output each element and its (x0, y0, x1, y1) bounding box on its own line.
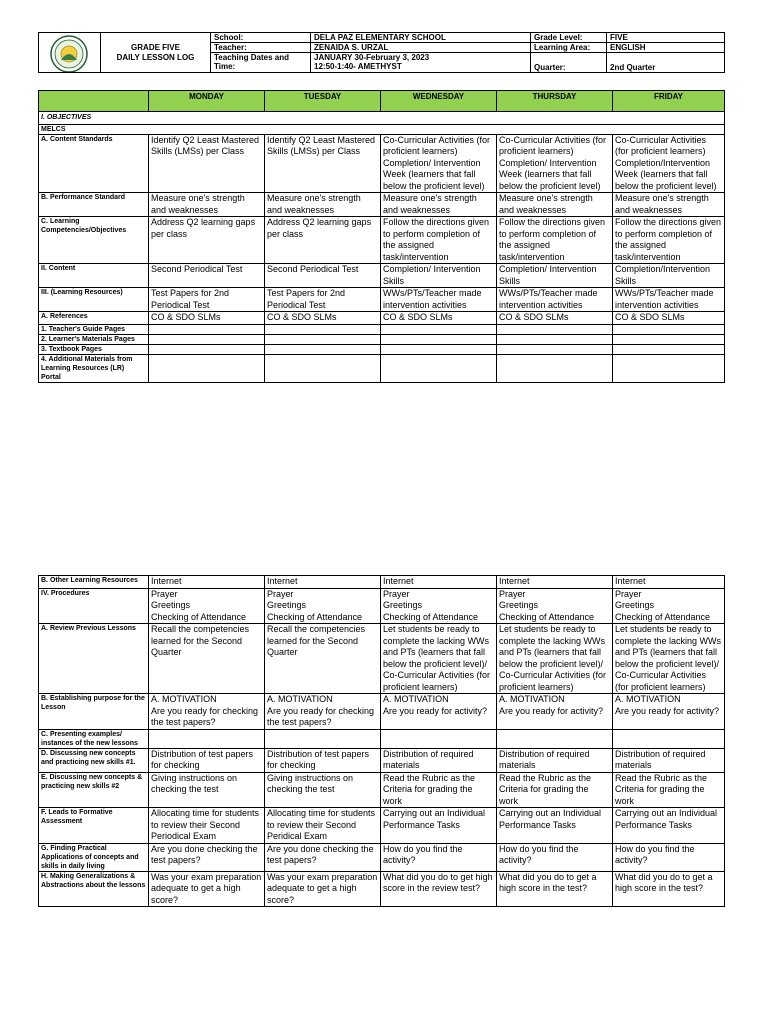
school-seal-cell (39, 33, 101, 73)
cell-content: CO & SDO SLMs (149, 312, 265, 325)
row-label: F. Leads to Formative Assessment (39, 808, 149, 844)
cell-content: WWs/PTs/Teacher made intervention activities (497, 288, 613, 312)
row-label: B. Other Learning Resources (39, 576, 149, 589)
cell-content: Let students be ready to complete the lacking WWs and PTs (learners that fall below the proficient level)/ Co-Curricular Activities (for proficient learners) (613, 624, 725, 694)
table-row (39, 588, 725, 624)
cell-content: Address Q2 learning gaps per class (149, 217, 265, 264)
day-header: THURSDAY (497, 91, 613, 112)
cell-content (149, 334, 265, 344)
cell-content: CO & SDO SLMs (265, 312, 381, 325)
cell-content: Prayer Greetings Checking of Attendance (497, 588, 613, 624)
time-value: 12:50-1:40- AMETHYST (314, 62, 402, 71)
cell-content: Recall the competencies learned for the Second Quarter (265, 624, 381, 694)
table-row (39, 772, 725, 808)
cell-content: Was your exam preparation adequate to get a high score? (265, 871, 381, 907)
cell-content (381, 334, 497, 344)
cell-content: Test Papers for 2nd Periodical Test (265, 288, 381, 312)
cell-content (497, 324, 613, 334)
dates-value-cell (311, 53, 531, 73)
row-label: MELCS (39, 124, 725, 134)
school-label: School: (211, 33, 311, 43)
cell-content: Measure one's strength and weaknesses (497, 193, 613, 217)
table-row (39, 334, 725, 344)
table-row (39, 871, 725, 907)
cell-content: Prayer Greetings Checking of Attendance (149, 588, 265, 624)
cell-content: Test Papers for 2nd Periodical Test (149, 288, 265, 312)
row-label: E. Discussing new concepts & practicing new skills #2 (39, 772, 149, 808)
cell-content: Are you done checking the test papers? (265, 843, 381, 871)
grade-label: Grade Level: (531, 33, 607, 43)
row-label: B. Performance Standard (39, 193, 149, 217)
cell-content: Follow the directions given to perform completion of the assigned task/intervention (381, 217, 497, 264)
day-header-blank (39, 91, 149, 112)
cell-content: Distribution of required materials (497, 748, 613, 772)
cell-content: Internet (497, 576, 613, 589)
table-row (39, 193, 725, 217)
day-header: MONDAY (149, 91, 265, 112)
title-cell (101, 33, 211, 73)
table-row (39, 288, 725, 312)
cell-content: Read the Rubric as the Criteria for grading the work (497, 772, 613, 808)
cell-content: Prayer Greetings Checking of Attendance (381, 588, 497, 624)
cell-content (265, 324, 381, 334)
table-row (39, 134, 725, 193)
cell-content: How do you find the activity? (497, 843, 613, 871)
cell-content (613, 729, 725, 748)
cell-content: Are you done checking the test papers? (149, 843, 265, 871)
teacher-label: Teacher: (211, 43, 311, 53)
table-row (39, 576, 725, 589)
row-label: A. Content Standards (39, 134, 149, 193)
table-row (39, 217, 725, 264)
cell-content: Let students be ready to complete the lacking WWs and PTs (learners that fall below the proficient level)/ Co-Curricular Activities (for proficient learners) (497, 624, 613, 694)
cell-content (497, 729, 613, 748)
cell-content (265, 354, 381, 382)
cell-content: Distribution of required materials (613, 748, 725, 772)
cell-content: Identify Q2 Least Mastered Skills (LMSs) per Class (265, 134, 381, 193)
dates-label: Teaching Dates and Time: (211, 53, 311, 73)
cell-content: Carrying out an Individual Performance Tasks (381, 808, 497, 844)
cell-content (149, 354, 265, 382)
table-row (39, 624, 725, 694)
row-label: G. Finding Practical Applications of concepts and skills in daily living (39, 843, 149, 871)
school-seal-icon (46, 34, 92, 73)
cell-content: Measure one's strength and weaknesses (381, 193, 497, 217)
cell-content (149, 344, 265, 354)
cell-content: Allocating time for students to review their Second Peridical Exam (265, 808, 381, 844)
table-row (39, 843, 725, 871)
cell-content (149, 324, 265, 334)
row-label: H. Making Generalizations & Abstractions about the lessons (39, 871, 149, 907)
cell-content: Let students be ready to complete the lacking WWs and PTs (learners that fall below the proficient level)/ Co-Curricular Activities (for proficient learners) (381, 624, 497, 694)
cell-content: Follow the directions given to perform completion of the assigned task/intervention (613, 217, 725, 264)
cell-content: Measure one's strength and weaknesses (613, 193, 725, 217)
cell-content: Completion/ Intervention Skills (381, 264, 497, 288)
row-label: B. Establishing purpose for the Lesson (39, 694, 149, 730)
cell-content: Prayer Greetings Checking of Attendance (265, 588, 381, 624)
day-header: FRIDAY (613, 91, 725, 112)
cell-content: CO & SDO SLMs (613, 312, 725, 325)
cell-content: Internet (613, 576, 725, 589)
area-label: Learning Area: (531, 43, 607, 53)
table-row (39, 344, 725, 354)
day-header: TUESDAY (265, 91, 381, 112)
cell-content: WWs/PTs/Teacher made intervention activities (613, 288, 725, 312)
cell-content: Distribution of required materials (381, 748, 497, 772)
cell-content (497, 334, 613, 344)
cell-content: Read the Rubric as the Criteria for grading the work (381, 772, 497, 808)
cell-content: Measure one's strength and weaknesses (149, 193, 265, 217)
cell-content: Giving instructions on checking the test (265, 772, 381, 808)
quarter-value: 2nd Quarter (607, 53, 725, 73)
cell-content: Co-Curricular Activities (for proficient learners) Completion/ Intervention Week (learners that fall below the proficient level) (497, 134, 613, 193)
header-table (38, 32, 725, 73)
cell-content: Internet (265, 576, 381, 589)
row-label: IV. Procedures (39, 588, 149, 624)
area-value: ENGLISH (607, 43, 725, 53)
cell-content: Address Q2 learning gaps per class (265, 217, 381, 264)
cell-content: Internet (149, 576, 265, 589)
title-line1: GRADE FIVE (131, 43, 180, 52)
row-label: C. Learning Competencies/Objectives (39, 217, 149, 264)
cell-content: Distribution of test papers for checking (149, 748, 265, 772)
cell-content (497, 344, 613, 354)
row-label: A. Review Previous Lessons (39, 624, 149, 694)
cell-content (265, 344, 381, 354)
day-header-row (39, 91, 725, 112)
cell-content: Carrying out an Individual Performance Tasks (497, 808, 613, 844)
cell-content: CO & SDO SLMs (381, 312, 497, 325)
cell-content (613, 354, 725, 382)
row-label: D. Discussing new concepts and practicing new skills #1. (39, 748, 149, 772)
row-label: 1. Teacher's Guide Pages (39, 324, 149, 334)
table-row (39, 354, 725, 382)
lesson-log-table-page1 (38, 90, 725, 383)
cell-content: Measure one's strength and weaknesses (265, 193, 381, 217)
table-row (39, 112, 725, 125)
cell-content: Carrying out an Individual Performance Tasks (613, 808, 725, 844)
cell-content (149, 729, 265, 748)
cell-content: Second Periodical Test (149, 264, 265, 288)
row-label: A. References (39, 312, 149, 325)
cell-content (497, 354, 613, 382)
cell-content (613, 324, 725, 334)
cell-content: A. MOTIVATION Are you ready for activity? (497, 694, 613, 730)
cell-content: What did you do to get a high score in the test? (497, 871, 613, 907)
school-value: DELA PAZ ELEMENTARY SCHOOL (311, 33, 531, 43)
cell-content: Second Periodical Test (265, 264, 381, 288)
cell-content (265, 729, 381, 748)
day-header: WEDNESDAY (381, 91, 497, 112)
cell-content: Read the Rubric as the Criteria for grading the work (613, 772, 725, 808)
table-row (39, 694, 725, 730)
table-row (39, 124, 725, 134)
title-line2: DAILY LESSON LOG (116, 53, 195, 62)
lesson-log-table-page2 (38, 575, 725, 907)
cell-content: What did you do to get a high score in the test? (613, 871, 725, 907)
cell-content: A. MOTIVATION Are you ready for checking the test papers? (265, 694, 381, 730)
cell-content: What did you do to get high score in the review test? (381, 871, 497, 907)
row-label: 3. Textbook Pages (39, 344, 149, 354)
row-label: 2. Learner's Materials Pages (39, 334, 149, 344)
cell-content: Giving instructions on checking the test (149, 772, 265, 808)
cell-content (381, 354, 497, 382)
table-row (39, 748, 725, 772)
row-label: III. (Learning Resources) (39, 288, 149, 312)
quarter-label: Quarter: (531, 53, 607, 73)
table-row (39, 264, 725, 288)
cell-content: How do you find the activity? (613, 843, 725, 871)
cell-content: Completion/ Intervention Skills (497, 264, 613, 288)
cell-content: Co-Curricular Activities (for proficient learners) Completion/ Intervention Week (learners that fall below the proficient level) (381, 134, 497, 193)
row-label: II. Content (39, 264, 149, 288)
cell-content: Allocating time for students to review their Second Periodical Exam (149, 808, 265, 844)
cell-content (381, 324, 497, 334)
cell-content: A. MOTIVATION Are you ready for activity? (613, 694, 725, 730)
table-row (39, 324, 725, 334)
cell-content: Recall the competencies learned for the Second Quarter (149, 624, 265, 694)
cell-content: Completion/Intervention Skills (613, 264, 725, 288)
cell-content: WWs/PTs/Teacher made intervention activities (381, 288, 497, 312)
cell-content (381, 344, 497, 354)
cell-content: A. MOTIVATION Are you ready for activity? (381, 694, 497, 730)
cell-content (613, 344, 725, 354)
cell-content: How do you find the activity? (381, 843, 497, 871)
dates-value: JANUARY 30-February 3, 2023 (314, 53, 430, 62)
cell-content: Prayer Greetings Checking of Attendance (613, 588, 725, 624)
table-row (39, 729, 725, 748)
row-label: I. OBJECTIVES (39, 112, 725, 125)
grade-value: FIVE (607, 33, 725, 43)
cell-content: Distribution of test papers for checking (265, 748, 381, 772)
cell-content: Identify Q2 Least Mastered Skills (LMSs) per Class (149, 134, 265, 193)
row-label: 4. Additional Materials from Learning Resources (LR) Portal (39, 354, 149, 382)
table-row (39, 312, 725, 325)
cell-content (265, 334, 381, 344)
cell-content: Internet (381, 576, 497, 589)
teacher-value: ZENAIDA S. URZAL (311, 43, 531, 53)
cell-content: Was your exam preparation adequate to get a high score? (149, 871, 265, 907)
cell-content (613, 334, 725, 344)
row-label: C. Presenting examples/ instances of the new lessons (39, 729, 149, 748)
cell-content (381, 729, 497, 748)
cell-content: Co-Curricular Activities (for proficient learners) Completion/Intervention Week (learners that fall below the proficient level) (613, 134, 725, 193)
cell-content: CO & SDO SLMs (497, 312, 613, 325)
cell-content: A. MOTIVATION Are you ready for checking the test papers? (149, 694, 265, 730)
cell-content: Follow the directions given to perform completion of the assigned task/intervention (497, 217, 613, 264)
table-row (39, 808, 725, 844)
